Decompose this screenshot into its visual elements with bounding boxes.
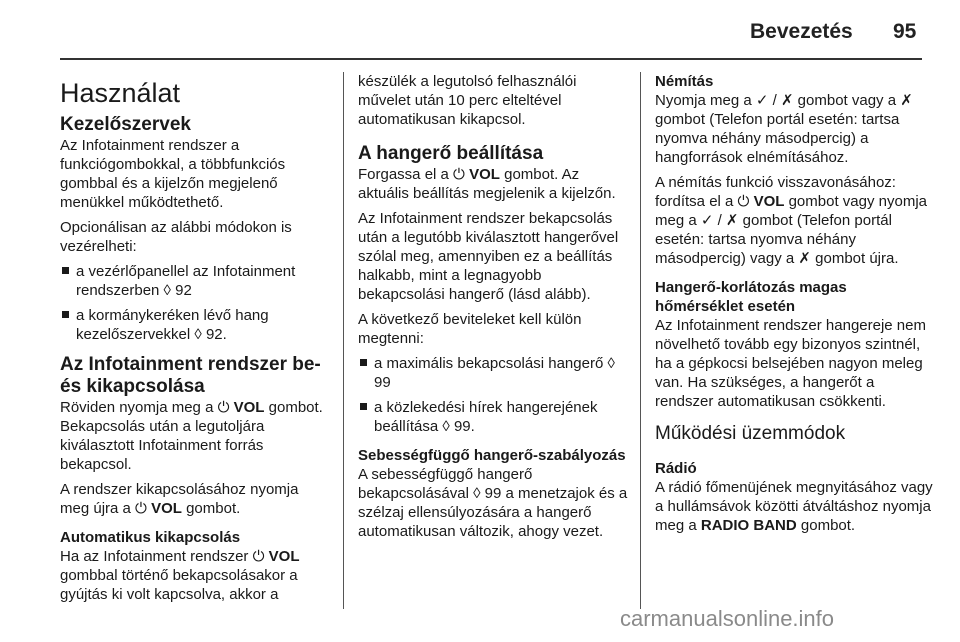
page-header-title: Bevezetés (750, 20, 853, 43)
heading-hangero-beallitasa: A hangerő beállítása (358, 143, 544, 164)
paragraph: Az Infotainment rendszer bekapcsolás után a legutóbb kiválasztott hangerővel szólal meg, amennyiben ez a beállítás halkabb, mint a legnagyobb bekapcsolási hangerő (lásd alább). (358, 210, 619, 303)
column-divider-1 (343, 72, 344, 609)
paragraph: A némítás funkció visszavonásához: fordítsa el a ⏻ VOL gombot vagy nyomja meg a ✓ / ✗ gombot (Telefon portál esetén: tartsa nyomva néhány másodpercig) vagy a ✗ gombot újra. (655, 174, 927, 267)
bullet-item: a közlekedési hírek hangerejének beállítása ◊ 99. (358, 398, 628, 436)
header-divider (60, 58, 922, 60)
column-divider-2 (640, 72, 641, 609)
paragraph: Röviden nyomja meg a ⏻ VOL gombot. Bekapcsolás után a legutoljára kiválasztott Infotainment forrás bekapcsol. (60, 399, 323, 473)
column-1 (60, 72, 330, 610)
bullet-item: a kormánykeréken lévő hang kezelőszervekkel ◊ 92. (60, 306, 330, 344)
column-2 (358, 72, 628, 547)
paragraph: Ha az Infotainment rendszer ⏻ VOL gombbal történő bekapcsolásakor a gyújtás ki volt kapcsolva, akkor a (60, 548, 300, 603)
heading-sebessegfuggo: Sebességfüggő hangerő-szabályozás (358, 447, 626, 464)
heading-mukodesi-uzemmodok: Működési üzemmódok (655, 423, 846, 444)
heading-hangero-korlatozas: Hangerő-korlátozás magas hőmérséklet esetén (655, 279, 847, 315)
paragraph: Forgassa el a ⏻ VOL gombot. Az aktuális beállítás megjelenik a kijelzőn. (358, 166, 616, 202)
bullet-item: a vezérlőpanellel az Infotainment rendszerben ◊ 92 (60, 262, 330, 300)
paragraph: Opcionálisan az alábbi módokon is vezérelheti: (60, 219, 292, 255)
paragraph: A rendszer kikapcsolásához nyomja meg újra a ⏻ VOL gombot. (60, 481, 299, 517)
heading-nemitas: Némítás (655, 73, 714, 90)
paragraph: Az Infotainment rendszer hangereje nem növelhető tovább egy bizonyos szintnél, ha a gépkocsi belsejében nagyon meleg van. Ha szükséges, a hangerőt a rendszer automatikusan csökkenti. (655, 317, 926, 410)
watermark: carmanualsonline.info (620, 606, 835, 631)
heading-kezeloszervek: Kezelőszervek (60, 114, 191, 135)
paragraph: Az Infotainment rendszer a funkciógombokkal, a többfunkciós gombbal és a kijelzőn megjelenő menükkel működtethető. (60, 137, 286, 211)
paragraph: Nyomja meg a ✓ / ✗ gombot vagy a ✗ gombot (Telefon portál esetén: tartsa nyomva néhány másodpercig) a hangforrások elnémításához. (655, 92, 913, 166)
bullet-item: a maximális bekapcsolási hangerő ◊ 99 (358, 354, 628, 392)
section-title-hasznalat: Használat (60, 78, 181, 108)
paragraph: A rádió főmenüjének megnyitásához vagy a hullámsávok közötti átváltáshoz nyomja meg a RADIO BAND gombot. (655, 479, 933, 534)
heading-be-kikapcsolas: Az Infotainment rendszer be- és kikapcsolása (60, 354, 321, 397)
paragraph: A következő beviteleket kell külön megtenni: (358, 311, 582, 347)
heading-automatikus-kikapcsolas: Automatikus kikapcsolás (60, 529, 241, 546)
column-3 (655, 72, 935, 541)
heading-radio: Rádió (655, 460, 697, 477)
paragraph: készülék a legutolsó felhasználói művelet után 10 perc elteltével automatikusan kikapcsol. (358, 73, 577, 128)
paragraph: A sebességfüggő hangerő bekapcsolásával ◊ 99 a menetzajok és a szélzaj ellensúlyozására a hangerő automatikusan változik, ahogy vezet. (358, 466, 628, 540)
page-number: 95 (893, 20, 917, 43)
